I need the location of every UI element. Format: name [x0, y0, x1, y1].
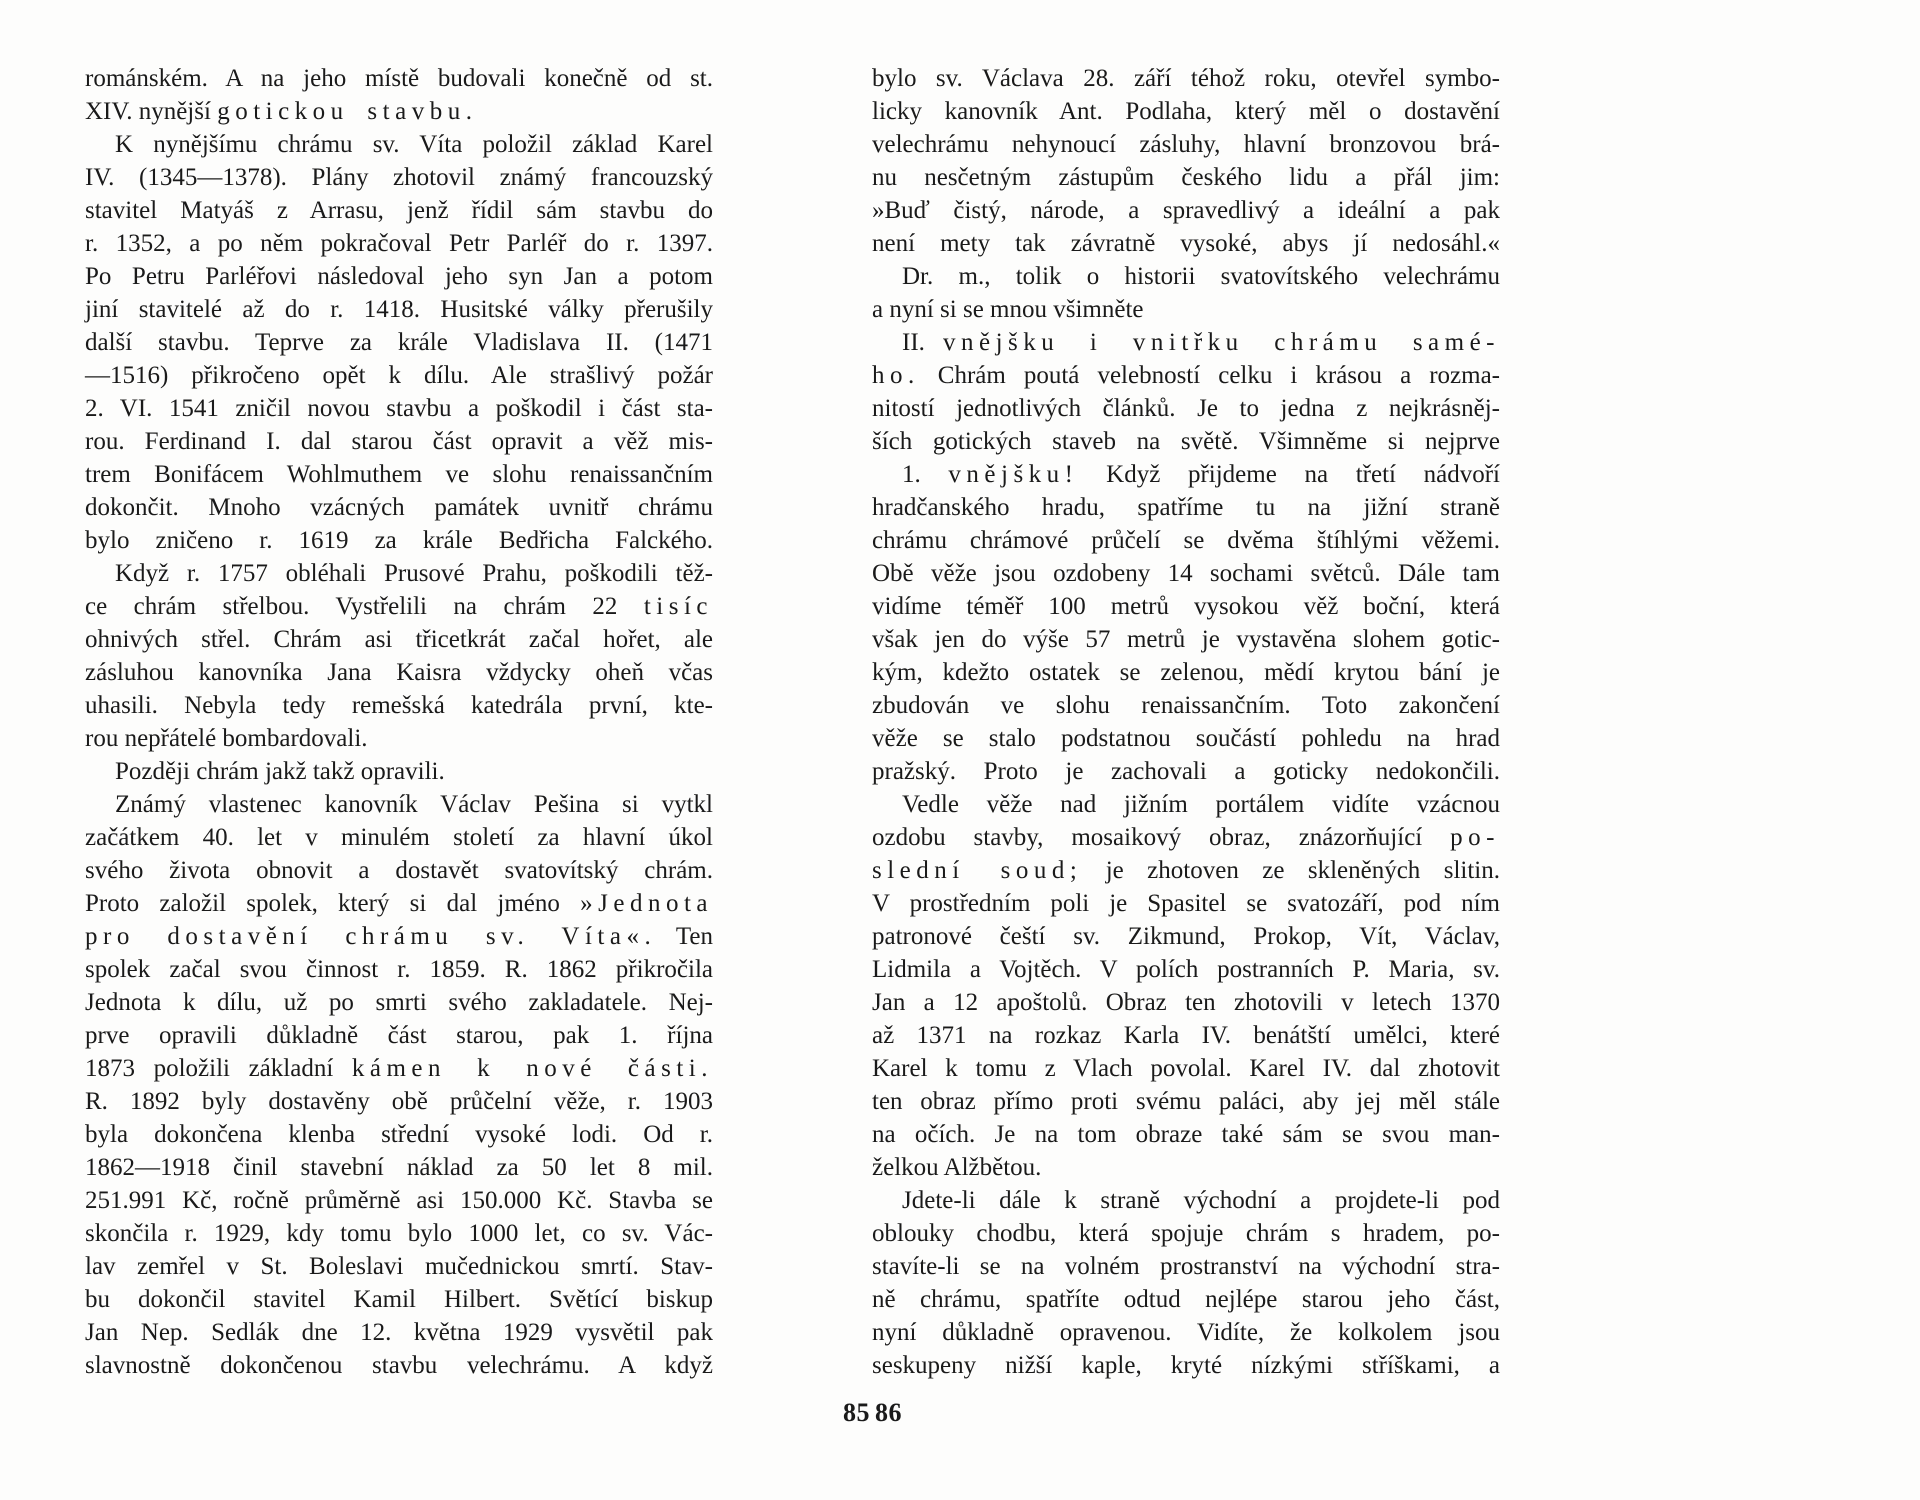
text-line: stavíte-li se na volném prostranství na východní stra- — [872, 1253, 1500, 1280]
text-line: ho. Chrám poutá velebností celku i krásou a rozma- — [872, 362, 1500, 389]
text-line: velechrámu nehynoucí zásluhy, hlavní bronzovou brá- — [872, 131, 1500, 158]
text-line: nitostí jednotlivých článků. Je to jedna z nejkrásněj- — [872, 395, 1500, 422]
text-line: ozdobu stavby, mosaikový obraz, znázorňující po- — [872, 824, 1500, 851]
text-line: Později chrám jakž takž opravili. — [115, 758, 445, 785]
text-line: 2. VI. 1541 zničil novou stavbu a poškodil i část sta- — [85, 395, 713, 422]
text-line: ce chrám střelbou. Vystřelili na chrám 22 tisíc — [85, 593, 713, 620]
text-line: II. vnějšku i vnitřku chrámu samé- — [902, 329, 1501, 356]
text-line: chrámu chrámové průčelí se dvěma štíhlými věžemi. — [872, 527, 1500, 554]
text-line: Známý vlastenec kanovník Václav Pešina si vytkl — [115, 791, 713, 818]
text-line: Karel k tomu z Vlach povolal. Karel IV. dal zhotovit — [872, 1055, 1500, 1082]
page-85-text-column — [85, 62, 713, 1382]
text-line: hradčanského hradu, spatříme tu na jižní straně — [872, 494, 1500, 521]
text-line: bylo sv. Václava 28. září téhož roku, otevřel symbo- — [872, 65, 1500, 92]
text-line: oblouky chodbu, která spojuje chrám s hradem, po- — [872, 1220, 1500, 1247]
text-line: ten obraz přímo proti svému paláci, aby jej měl stále — [872, 1088, 1500, 1115]
text-line: Vedle věže nad jižním portálem vidíte vzácnou — [902, 791, 1500, 818]
text-line: 1. vnějšku! Když přijdeme na třetí nádvoří — [902, 461, 1500, 488]
text-line: jiní stavitelé až do r. 1418. Husitské války přerušily — [85, 296, 713, 323]
text-line: —1516) přikročeno opět k dílu. Ale strašlivý požár — [85, 362, 713, 389]
text-line: Lidmila a Vojtěch. V polích postranních P. Maria, sv. — [872, 956, 1500, 983]
text-line: románském. A na jeho místě budovali konečně od st. — [85, 65, 713, 92]
text-line: zbudován ve slohu renaissančním. Toto zakončení — [872, 692, 1500, 719]
text-line: 1862—1918 činil stavební náklad za 50 let 8 mil. — [85, 1154, 713, 1181]
text-line: nyní důkladně opravenou. Vidíte, že kolkolem jsou — [872, 1319, 1500, 1346]
text-line: IV. (1345—1378). Plány zhotovil známý francouzský — [85, 164, 713, 191]
text-line: rou. Ferdinand I. dal starou část opravit a věž mis- — [85, 428, 713, 455]
text-line: další stavbu. Teprve za krále Vladislava II. (1471 — [85, 329, 713, 356]
text-line: r. 1352, a po něm pokračoval Petr Parléř do r. 1397. — [85, 230, 713, 257]
text-line: na očích. Je na tom obraze také sám se svou man- — [872, 1121, 1500, 1148]
text-line: Po Petru Parléřovi následoval jeho syn Jan a potom — [85, 263, 713, 290]
text-line: zásluhou kanovníka Jana Kaisra vždycky oheň včas — [85, 659, 713, 686]
page-86-text-column — [872, 62, 1500, 1382]
text-line: kým, kdežto ostatek se zelenou, mědí krytou bání je — [872, 659, 1500, 686]
page-number-85: 85 — [842, 1398, 870, 1427]
text-line: není mety tak závratně vysoké, abys jí nedosáhl.« — [872, 230, 1500, 257]
text-line: bu dokončil stavitel Kamil Hilbert. Světící biskup — [85, 1286, 713, 1313]
text-line: uhasili. Nebyla tedy remešská katedrála první, kte- — [85, 692, 713, 719]
text-line: stavitel Matyáš z Arrasu, jenž řídil sám stavbu do — [85, 197, 713, 224]
text-line: Když r. 1757 obléhali Prusové Prahu, poškodili těž- — [115, 560, 713, 587]
text-line: 1873 položili základní kámen k nové části. — [85, 1055, 713, 1082]
text-line: želkou Alžbětou. — [872, 1154, 1042, 1181]
text-line: ších gotických staveb na světě. Všimněme si nejprve — [872, 428, 1500, 455]
text-line: R. 1892 byly dostavěny obě průčelní věže, r. 1903 — [85, 1088, 713, 1115]
text-line: a nyní si se mnou všimněte — [872, 296, 1144, 323]
text-line: slední soud; je zhotoven ze skleněných slitin. — [872, 857, 1500, 884]
text-line: XIV. nynější gotickou stavbu. — [85, 98, 478, 125]
text-line: ně chrámu, spatříte odtud nejlépe starou jeho část, — [872, 1286, 1500, 1313]
text-line: pražský. Proto je zachovali a goticky nedokončili. — [872, 758, 1500, 785]
text-line: licky kanovník Ant. Podlaha, který měl o dostavění — [872, 98, 1500, 125]
text-line: spolek začal svou činnost r. 1859. R. 1862 přikročila — [85, 956, 713, 983]
text-line: rou nepřátelé bombardovali. — [85, 725, 368, 752]
text-line: pro dostavění chrámu sv. Víta«. Ten — [85, 923, 713, 950]
text-line: prve opravili důkladně část starou, pak 1. října — [85, 1022, 713, 1049]
text-line: Jan Nep. Sedlák dne 12. května 1929 vysvětil pak — [85, 1319, 713, 1346]
text-line: seskupeny nižší kaple, kryté nízkými stříškami, a — [872, 1352, 1500, 1379]
text-line: Proto založil spolek, který si dal jméno »Jednota — [85, 890, 713, 917]
text-line: ohnivých střel. Chrám asi třicetkrát začal hořet, ale — [85, 626, 713, 653]
text-line: Dr. m., tolik o historii svatovítského velechrámu — [902, 263, 1500, 290]
text-line: nu nesčetným zástupům českého lidu a přál jim: — [872, 164, 1500, 191]
text-line: V prostředním poli je Spasitel se svatozáří, pod ním — [872, 890, 1500, 917]
text-line: však jen do výše 57 metrů je vystavěna slohem gotic- — [872, 626, 1500, 653]
text-line: trem Bonifácem Wohlmuthem ve slohu renaissančním — [85, 461, 713, 488]
text-line: slavnostně dokončenou stavbu velechrámu. A když — [85, 1352, 713, 1379]
text-line: začátkem 40. let v minulém století za hlavní úkol — [85, 824, 713, 851]
text-line: »Buď čistý, národe, a spravedlivý a ideální a pak — [872, 197, 1500, 224]
text-line: bylo zničeno r. 1619 za krále Bedřicha Falckého. — [85, 527, 713, 554]
text-line: Jan a 12 apoštolů. Obraz ten zhotovili v letech 1370 — [872, 989, 1500, 1016]
text-line: patronové čeští sv. Zikmund, Prokop, Vít, Václav, — [872, 923, 1500, 950]
text-line: 251.991 Kč, ročně průměrně asi 150.000 Kč. Stavba se — [85, 1187, 713, 1214]
text-line: až 1371 na rozkaz Karla IV. benátští umělci, které — [872, 1022, 1500, 1049]
text-line: Jednota k dílu, už po smrti svého zakladatele. Nej- — [85, 989, 713, 1016]
page-number-86: 86 — [875, 1398, 903, 1427]
text-line: Obě věže jsou ozdobeny 14 sochami světců. Dále tam — [872, 560, 1500, 587]
text-line: věže se stalo podstatnou součástí pohledu na hrad — [872, 725, 1500, 752]
text-line: vidíme téměř 100 metrů vysokou věž boční, která — [872, 593, 1500, 620]
text-line: byla dokončena klenba střední vysoké lodi. Od r. — [85, 1121, 713, 1148]
text-line: K nynějšímu chrámu sv. Víta položil základ Karel — [115, 131, 713, 158]
text-line: lav zemřel v St. Boleslavi mučednickou smrtí. Stav- — [85, 1253, 713, 1280]
text-line: Jdete-li dále k straně východní a projdete-li pod — [902, 1187, 1500, 1214]
text-line: skončila r. 1929, kdy tomu bylo 1000 let, co sv. Vác- — [85, 1220, 713, 1247]
text-line: dokončit. Mnoho vzácných památek uvnitř chrámu — [85, 494, 713, 521]
text-line: svého života obnovit a dostavět svatovítský chrám. — [85, 857, 713, 884]
